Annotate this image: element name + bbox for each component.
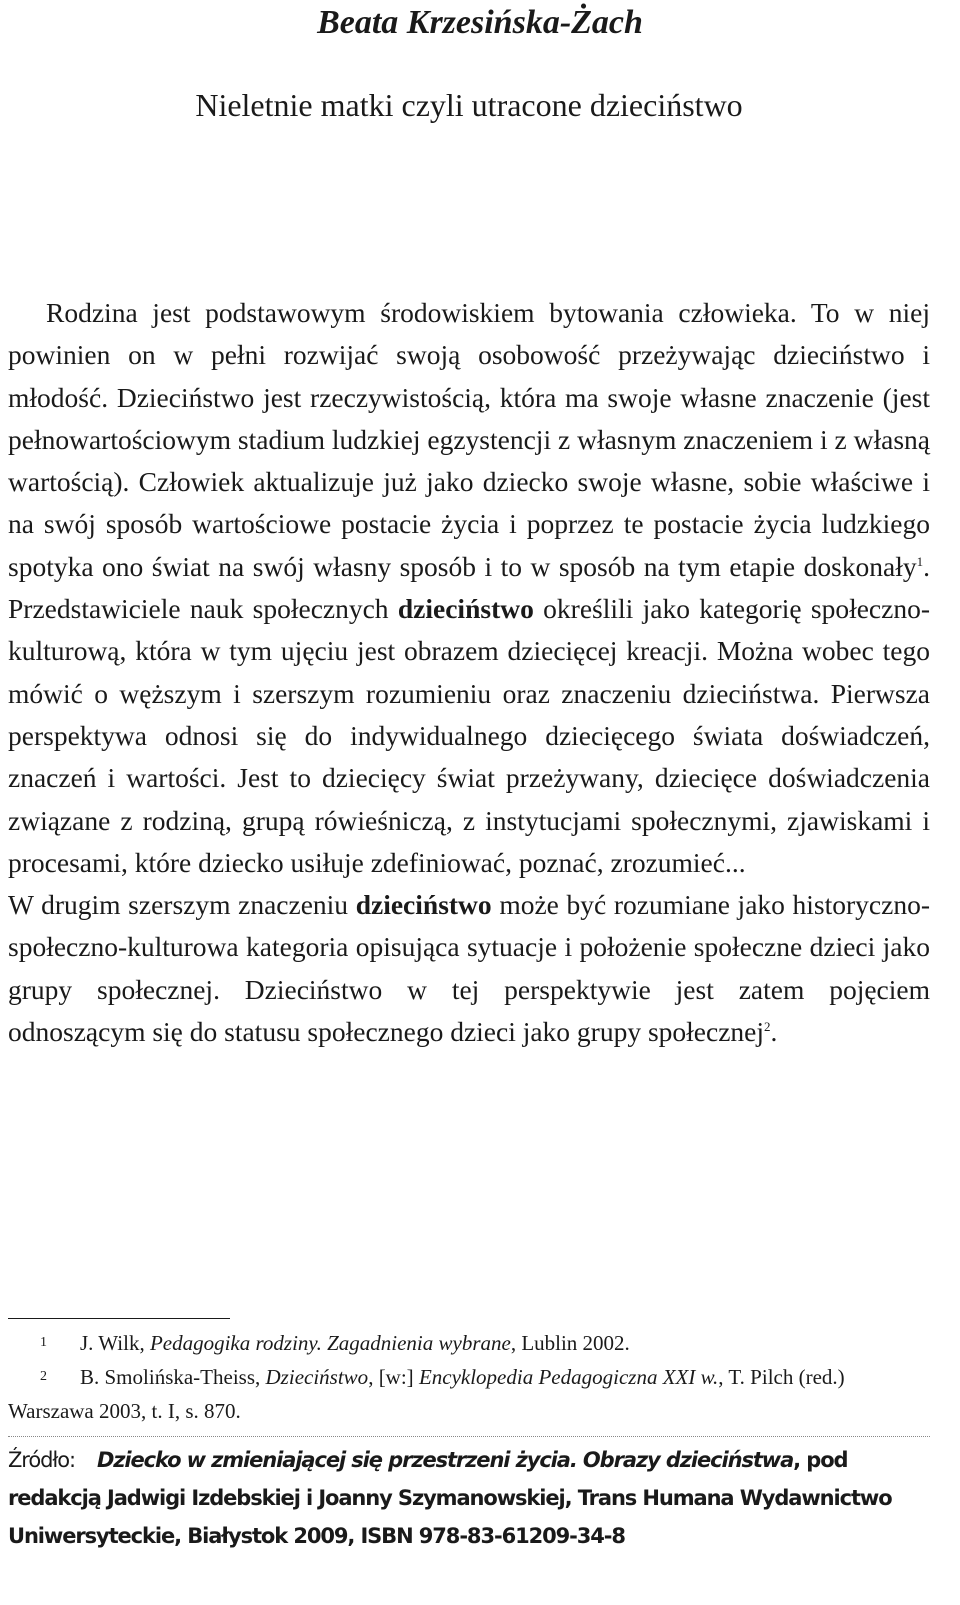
paragraph-2-text-a: W drugim szerszym znaczeniu bbox=[8, 889, 356, 921]
chapter-title: Nieletnie matki czyli utracone dzieciństwo bbox=[195, 87, 743, 123]
footnote-1-text-b: , Lublin 2002. bbox=[510, 1331, 630, 1355]
footnote-1-text bbox=[80, 1331, 630, 1355]
paragraph-1-text-a: Rodzina jest podstawowym środowiskiem bytowania człowieka. To w niej powinien on w pełni rozwijać swoją osobowość przeżywając dzieciństwo i młodość. Dzieciństwo jest rzeczywistością, która ma swoje własne znaczenie (jest pełnowartościowym stadium ludzkiej egzystencji z własnym znaczeniem i z własną wartością). Człowiek aktualizuje już jako dziecko swoje własne, sobie właściwe i na swój sposób wartościowe postacie życia i poprzez te postacie życia ludzkiego spotyka ono świat na swój własny sposób i to w sposób na tym etapie doskonały bbox=[8, 297, 930, 582]
footnote-1-italic: Pedagogika rodziny. Zagadnienia wybrane bbox=[149, 1331, 511, 1355]
footnote-1-text-a: J. Wilk, bbox=[80, 1331, 150, 1355]
footnotes bbox=[8, 1326, 930, 1428]
body-text bbox=[8, 292, 930, 1053]
paragraph-1-text-c: określili jako kategorię społeczno-kulturową, która w tym ujęciu jest obrazem dziecięcej kreacji. Można wobec tego mówić o węższym i szerszym rozumieniu oraz znaczeniu dzieciństwa. Pierwsza perspektywa odnosi się do indywidualnego dziecięcego świata doświadczeń, znaczeń i wartości. Jest to dziecięcy świat przeżywany, dziecięce doświadczenia związane z rodziną, grupą rówieśniczą, z instytucjami społecznymi, zjawiskami i procesami, które dziecko usiłuje zdefiniować, poznać, zrozumieć... bbox=[8, 593, 930, 878]
footnote-2 bbox=[8, 1360, 930, 1428]
source-details: , pod redakcją Jadwigi Izdebskiej i Joanny Szymanowskiej, Trans Humana Wydawnictwo Uniwersyteckie, Białystok 2009, ISBN 978-83-61209-34-8 bbox=[8, 1448, 892, 1548]
footnote-2-italic-2: Encyklopedia Pedagogiczna XXI w. bbox=[418, 1365, 719, 1389]
paragraph-2-text-b: może być rozumiane jako historyczno-społeczno-kulturowa kategoria opisująca sytuacje i położenie społeczne dzieci jako grupy społecznej. Dzieciństwo w tej perspektywie jest zatem pojęciem odnoszącym się do statusu społecznego dzieci jako grupy społecznej bbox=[8, 889, 930, 1048]
footnote-2-number: 2 bbox=[40, 1369, 47, 1384]
source-label: Źródło: bbox=[8, 1448, 75, 1472]
source-book-title: Dziecko w zmieniającej się przestrzeni życia. Obrazy dzieciństwa bbox=[96, 1448, 794, 1472]
paragraph-2 bbox=[8, 884, 930, 1053]
footnote-ref-2[interactable]: 2 bbox=[764, 1018, 771, 1034]
paragraph-2-text-c: . bbox=[770, 1016, 778, 1048]
source-citation bbox=[8, 1441, 930, 1555]
footnote-1-number: 1 bbox=[40, 1335, 47, 1350]
paragraph-1 bbox=[8, 292, 930, 884]
footnote-2-text-a: B. Smolińska-Theiss, bbox=[80, 1365, 266, 1389]
paragraph-1-bold-term: dzieciństwo bbox=[397, 593, 534, 625]
footnote-2-text bbox=[8, 1365, 845, 1423]
footnote-1 bbox=[8, 1326, 930, 1360]
footnote-2-italic: Dzieciństwo bbox=[265, 1365, 369, 1389]
source-separator bbox=[8, 1436, 930, 1437]
footnote-2-text-b: , [w:] bbox=[368, 1365, 419, 1389]
footnote-rule bbox=[8, 1318, 230, 1319]
paragraph-2-bold-term: dzieciństwo bbox=[355, 889, 492, 921]
author-name: Beata Krzesińska-Żach bbox=[317, 4, 643, 41]
paragraph-1-text-b: . Przedstawiciele nauk społecznych bbox=[8, 550, 930, 625]
footnote-2-text-c: , T. Pilch (red.) Warszawa 2003, t. I, s. 870. bbox=[8, 1365, 845, 1423]
footnote-ref-1[interactable]: 1 bbox=[916, 553, 924, 569]
